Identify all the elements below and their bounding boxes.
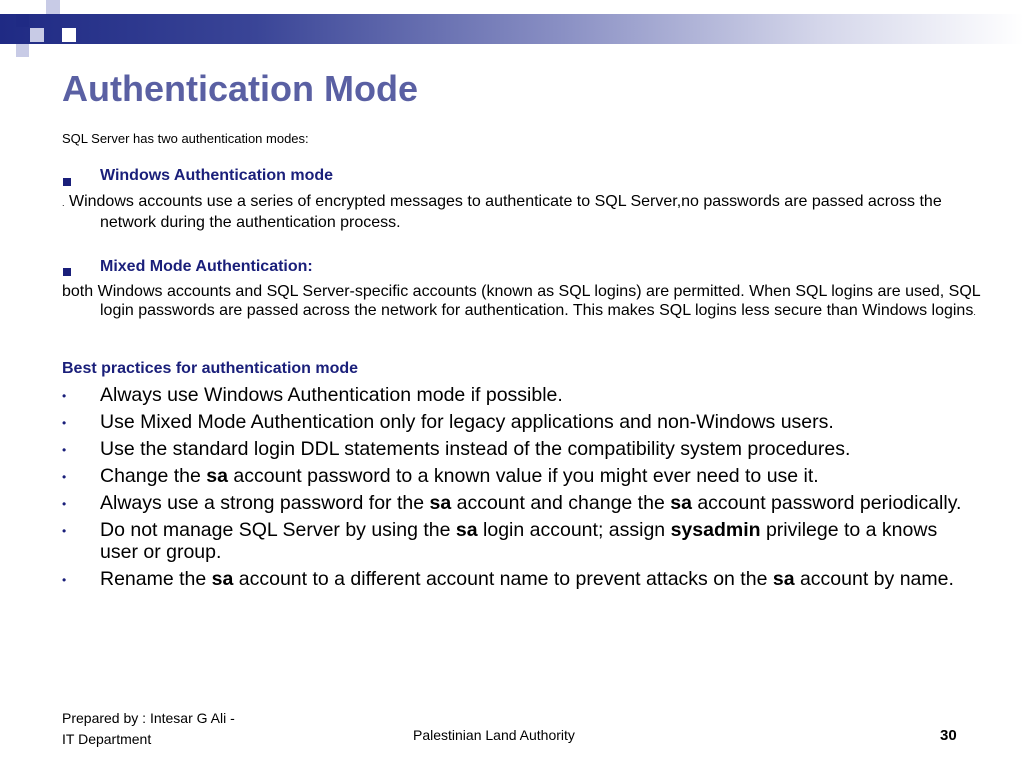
- item-text: Always use a strong password for the: [100, 492, 430, 514]
- best-practice-item: [62, 519, 972, 563]
- item-text: account to a different account name to prevent attacks on the: [233, 568, 773, 590]
- bullet-dot: •: [62, 497, 67, 511]
- item-text: account by name.: [794, 568, 954, 590]
- item-text: privilege to a knows user or group.: [100, 519, 938, 563]
- slide-title: Authentication Mode: [62, 68, 418, 109]
- bold-term: sa: [772, 568, 795, 590]
- bold-term: sa: [206, 465, 228, 487]
- windows-mode-body: Windows accounts use a series of encrypted messages to authenticate to SQL Server,no passwords are passed across the network during the authentication process.: [64, 193, 942, 231]
- windows-mode-heading: Windows Authentication mode: [100, 167, 334, 184]
- square-bullet-windows: [63, 178, 71, 186]
- footer-author-line-1: Prepared by : Intesar G Ali -: [62, 710, 235, 726]
- decor-square-4: [62, 28, 76, 42]
- item-text: Rename the: [100, 568, 212, 590]
- bullet-dot: •: [62, 389, 67, 403]
- decor-square-2: [46, 0, 60, 14]
- item-text: Use Mixed Mode Authentication only for legacy applications and non-Windows users.: [100, 411, 834, 433]
- best-practice-item: [62, 568, 972, 590]
- item-text: Always use Windows Authentication mode if possible.: [100, 384, 563, 406]
- bullet-dot: •: [62, 524, 67, 538]
- best-practice-item: [62, 465, 972, 487]
- decor-square-3: [30, 28, 44, 42]
- bold-term: sa: [429, 492, 452, 514]
- footer-organization: Palestinian Land Authority: [413, 727, 575, 743]
- best-practice-item: [62, 492, 972, 514]
- page-number: 30: [940, 727, 957, 744]
- best-practices-heading: Best practices for authentication mode: [62, 360, 359, 377]
- best-practices-list: [62, 384, 972, 595]
- footer-author: [62, 708, 235, 750]
- mixed-mode-heading: Mixed Mode Authentication:: [100, 258, 313, 275]
- bullet-dot: •: [62, 443, 67, 457]
- item-text: account password periodically.: [691, 492, 962, 514]
- bullet-dot: •: [62, 416, 67, 430]
- item-text: Use the standard login DDL statements instead of the compatibility system procedures.: [100, 438, 851, 460]
- best-practice-item: [62, 411, 972, 433]
- square-bullet-mixed: [63, 268, 71, 276]
- intro-text: SQL Server has two authentication modes:: [62, 131, 309, 146]
- mixed-mode-end-mark: .: [973, 307, 976, 317]
- bullet-dot: •: [62, 573, 67, 587]
- best-practice-item: [62, 384, 972, 406]
- best-practice-item: [62, 438, 972, 460]
- windows-mode-marker: .: [62, 198, 65, 208]
- mixed-mode-body: both Windows accounts and SQL Server-specific accounts (known as SQL logins) are permitted. When SQL logins are used, SQL login passwords are passed across the network for authentication. This makes SQL logins less secure than Windows logins: [62, 283, 981, 319]
- item-text: Do not manage SQL Server by using the: [100, 519, 456, 541]
- bullet-dot: •: [62, 470, 67, 484]
- decor-square-5: [16, 44, 29, 57]
- bold-term: sa: [211, 568, 234, 590]
- footer-author-line-2: IT Department: [62, 731, 152, 747]
- item-text: account password to a known value if you might ever need to use it.: [227, 465, 819, 487]
- bold-term: sysadmin: [670, 519, 761, 541]
- header-gradient-bar: [0, 14, 1024, 44]
- item-text: account and change the: [451, 492, 671, 514]
- mixed-mode-description: [62, 282, 1000, 322]
- bold-term: sa: [455, 519, 478, 541]
- decor-square-1: [16, 14, 29, 27]
- bold-term: sa: [670, 492, 692, 514]
- windows-mode-description: [62, 192, 1000, 232]
- item-text: login account; assign: [477, 519, 671, 541]
- item-text: Change the: [100, 465, 207, 487]
